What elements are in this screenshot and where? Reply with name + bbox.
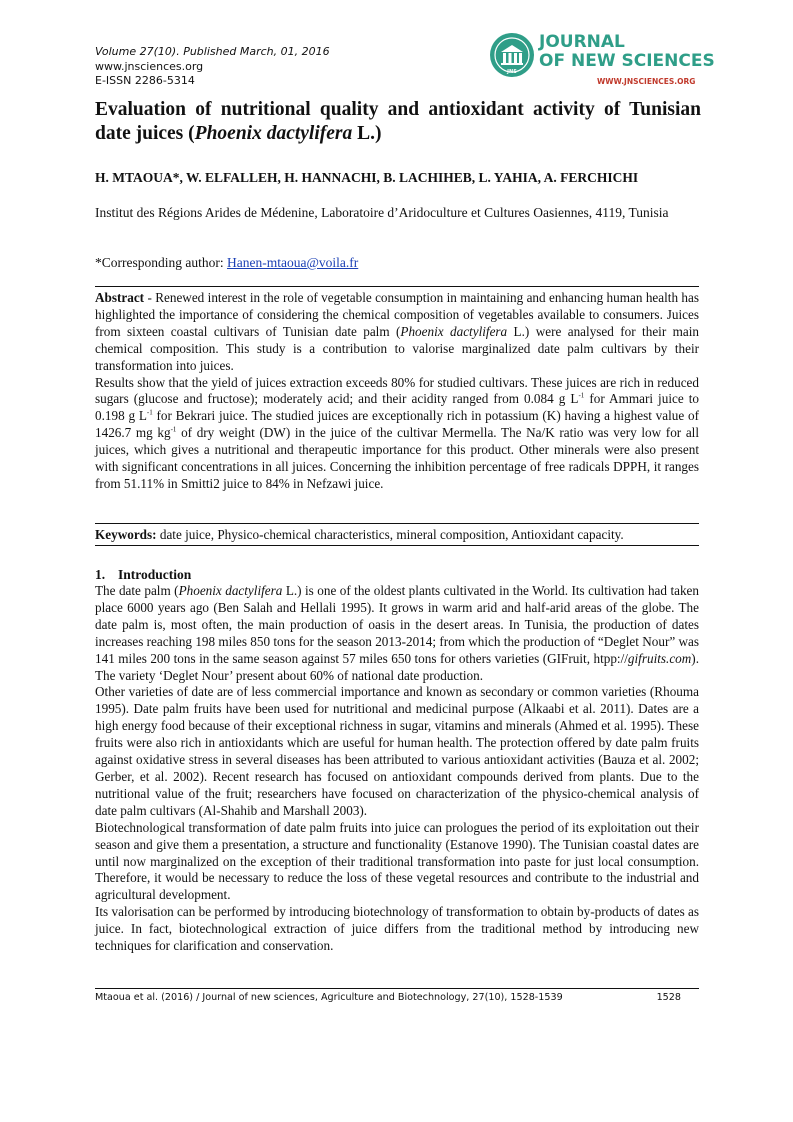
journal-header-meta (95, 45, 330, 89)
introduction-body (95, 583, 699, 955)
intro-paragraph-3: Biotechnological transformation of date palm fruits into juice can prologues the period of its exploitation out their season and give them a presentation, a structure and functionality (Estanove 1990). The Tunisian coastal dates are until now marginalized on the exception of their traditional transformation into paste for just local consumption. Therefore, it would be necessary to reduce the loss of these vegetal resources and contribute to the industrial and agricultural development. (95, 819, 699, 903)
volume-line: Volume 27(10). Published March, 01, 2016 (95, 45, 330, 58)
logo-line-1: JOURNAL (539, 32, 625, 52)
author-list: H. MTAOUA*, W. ELFALLEH, H. HANNACHI, B. LACHIHEB, L. YAHIA, A. FERCHICHI (95, 170, 639, 185)
issn: E-ISSN 2286-5314 (95, 74, 195, 87)
page-footer (95, 992, 699, 1004)
journal-website[interactable]: www.jnsciences.org (95, 59, 204, 73)
intro-paragraph-2: Other varieties of date are of less commercial importance and known as secondary or common varieties (Rhouma 1995). Date palm fruits have been used for nutritional and medicinal purpose (Alkaabi et al. 2011). Dates are a high energy food because of their exceptional richness in sugar, vitamins and minerals (Ahmed et al. 1995). These fruits were also rich in antioxidants which are useful for human health. The protection offered by date palm fruits against oxidative stress in several diseases has been attributed to various antioxidant activities (Bauza et al. 2002; Gerber, et al. 2002). Recent research has focused on antioxidant compounds derived from plants. Due to the nutritional value of the fruit; researchers have focused on characterization of the physico-chemical analysis of date palm cultivars (Al-Shahib and Marshall 2003). (95, 684, 699, 818)
journal-seal-icon (489, 32, 535, 78)
page-number: 1528 (656, 992, 681, 1003)
intro-paragraph-1: The date palm (Phoenix dactylifera L.) is one of the oldest plants cultivated in the World. Its cultivation had taken place 6000 years ago (Ben Salah and Hellali 1995). It grows in warm arid and half-arid areas of the globe. The date palm is, most often, the main production of oasis in the desert areas. In Tunisia, the production of dates increases reaching 198 miles 850 tons for the season 2013-2014; from which the production of “Deglet Nour” was 141 miles 200 tons in the same season against 57 miles 650 tons for others varieties (GIFruit, htpp://gifruits.com). The variety ‘Deglet Nour’ present about 60% of national date production. (95, 583, 700, 683)
intro-paragraph-4: Its valorisation can be performed by introducing biotechnology of transformation to obtain by-products of dates as juice. In fact, biotechnological extraction of juice differs from the traditional method by introducing new techniques for clarification and conservation. (95, 904, 699, 954)
affiliation: Institut des Régions Arides de Médenine, Laboratoire d’Aridoculture et Cultures Oasiennes, 4119, Tunisia (95, 205, 669, 220)
abstract-section (95, 290, 699, 493)
seal-lettering: JNS (507, 69, 517, 75)
keywords-bottom-rule (95, 545, 699, 546)
abstract-label: Abstract (95, 290, 145, 305)
abstract-top-rule (95, 286, 699, 287)
logo-url: WWW.JNSCIENCES.ORG (597, 77, 696, 86)
keywords-line: Keywords: date juice, Physico-chemical characteristics, mineral composition, Antioxidant capacity. (95, 527, 624, 542)
title-species: Phoenix dactylifera (194, 123, 353, 144)
section-heading-introduction: 1. Introduction (95, 567, 192, 582)
footer-rule (95, 988, 699, 989)
paper-title: Evaluation of nutritional quality and antioxidant activity of Tunisian date juices (Phoenix dactylifera L.) (95, 99, 701, 144)
footer-citation: Mtaoua et al. (2016) / Journal of new sciences, Agriculture and Biotechnology, 27(10), 1528-1539 (95, 992, 563, 1003)
keywords-label: Keywords: (95, 527, 157, 542)
abstract-paragraph-2: Results show that the yield of juices extraction exceeds 80% for studied cultivars. These juices are rich in reduced sugars (glucose and fructose); moderately acid; and their acidity ranged from 0.084 g $L^{-1}$ for Ammari juice to 0.198 g $L^{-1}$ for Bekrari juice. The studied juices are exceptionally rich in potassium (K) having a highest value of 1426.7 mg $kg^{-1}$ of dry weight (DW) in the juice of the cultivar Mermella. The Na/K ratio was very low for all juices, which gives a nutritional and therapeutic importance for this product. Other minerals were also present with significant concentrations in all juices. Concerning the inhibition percentage of free radicals DPPH, it ranges from 51.11% in Smitti2 juice to 84% in Nefzawi juice. (95, 374, 699, 491)
keywords-top-rule (95, 523, 699, 524)
abstract-paragraph-1: Abstract - Renewed interest in the role of vegetable consumption in maintaining and enhancing human health has highlighted the importance of considering the chemical composition of vegetables available to consumers. Juices from sixteen coastal cultivars of Tunisian date palm (Phoenix dactylifera L.) were analysed for their main chemical composition. This study is a contribution to valorise marginalized date palm cultivars by their transformation into juices. (95, 290, 699, 373)
journal-logo (489, 32, 715, 92)
corresponding-author: *Corresponding author: Hanen-mtaoua@voila.fr (95, 255, 359, 270)
logo-line-2: OF NEW SCIENCES (539, 51, 715, 71)
corresponding-email-link[interactable]: Hanen-mtaoua@voila.fr (226, 255, 359, 270)
